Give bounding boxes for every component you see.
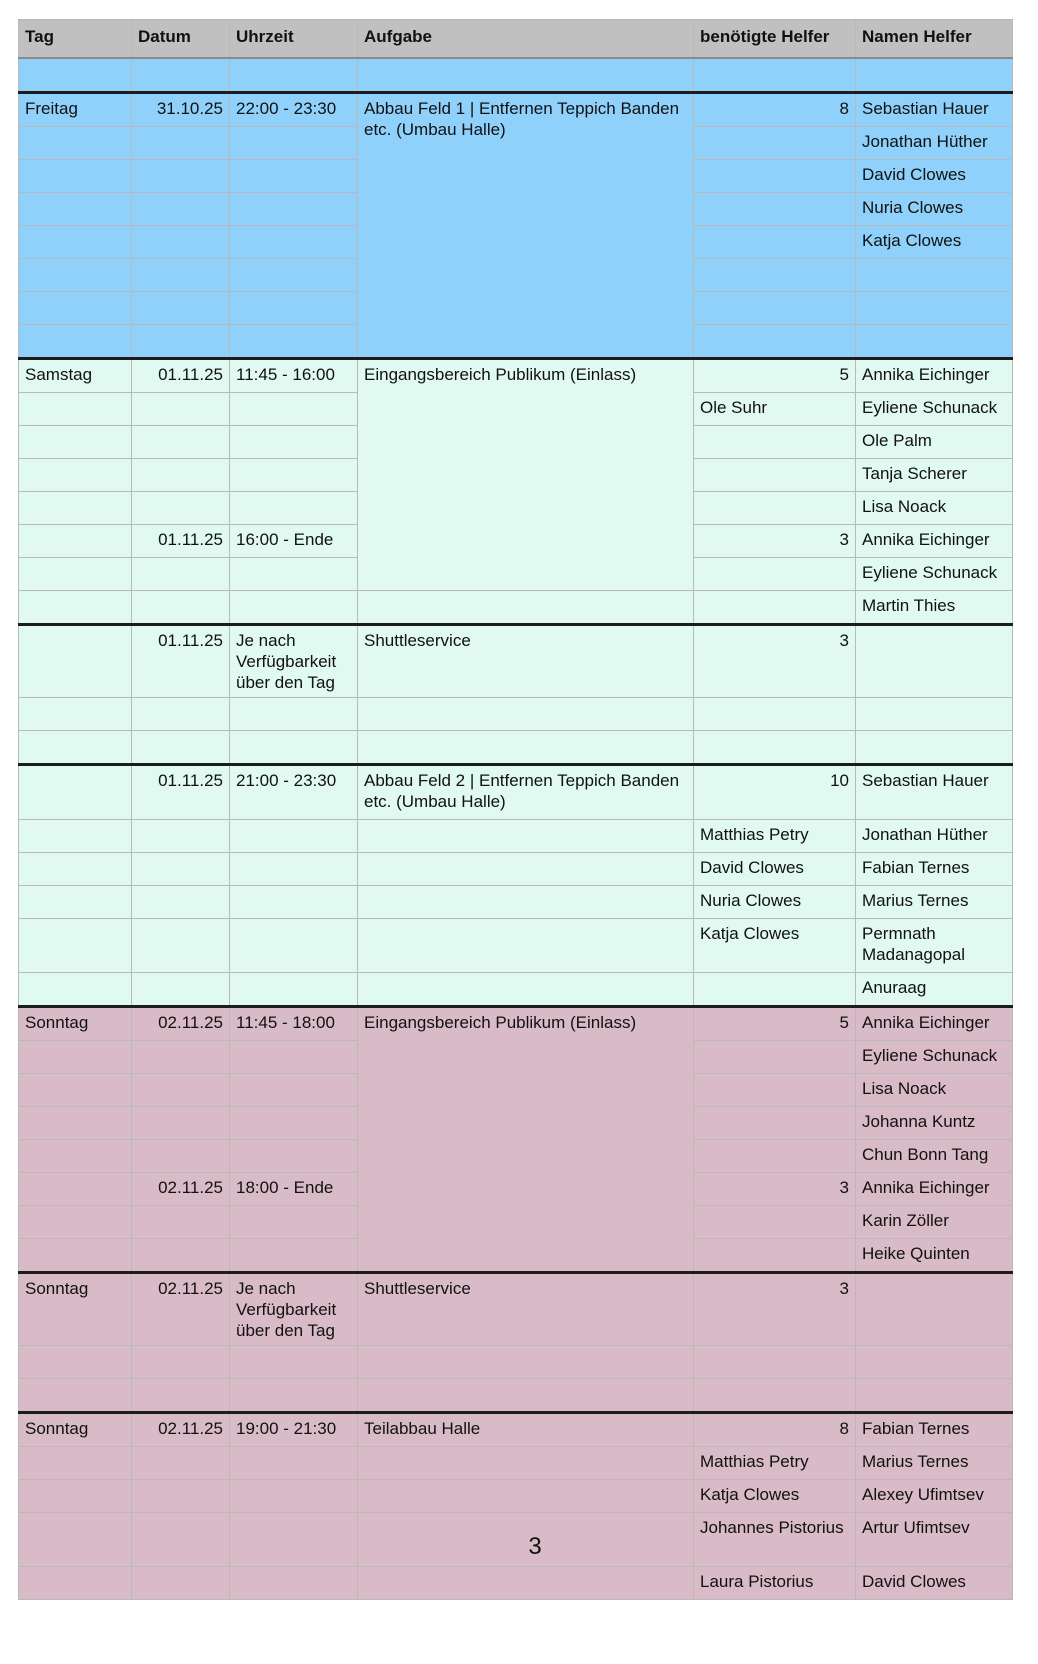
cell[interactable]	[694, 259, 856, 292]
cell[interactable]	[132, 1239, 230, 1273]
cell[interactable]	[358, 1346, 694, 1379]
cell-namen-helfer[interactable]: Artur Ufimtsev	[856, 1513, 1013, 1567]
cell[interactable]	[132, 58, 230, 93]
cell-aufgabe[interactable]: Eingangsbereich Publikum (Einlass)	[358, 1007, 694, 1273]
cell-namen-helfer[interactable]: Jonathan Hüther	[856, 820, 1013, 853]
cell[interactable]	[358, 1379, 694, 1413]
cell[interactable]	[19, 58, 132, 93]
cell[interactable]	[132, 820, 230, 853]
cell[interactable]	[19, 193, 132, 226]
cell[interactable]	[132, 226, 230, 259]
cell[interactable]	[19, 591, 132, 625]
cell[interactable]	[358, 853, 694, 886]
cell[interactable]	[230, 1379, 358, 1413]
cell[interactable]	[19, 853, 132, 886]
cell-tag[interactable]: Sonntag	[19, 1007, 132, 1041]
header-row	[19, 20, 1013, 59]
cell[interactable]	[694, 160, 856, 193]
cell-extra-helper[interactable]: Johannes Pistorius	[694, 1513, 856, 1567]
cell[interactable]	[358, 973, 694, 1007]
table-row	[19, 93, 1013, 127]
cell[interactable]	[19, 492, 132, 525]
cell[interactable]	[694, 292, 856, 325]
cell-namen-helfer[interactable]: Eyliene Schunack	[856, 558, 1013, 591]
cell[interactable]	[694, 226, 856, 259]
cell[interactable]	[132, 1041, 230, 1074]
cell-namen-helfer[interactable]: Sebastian Hauer	[856, 93, 1013, 127]
cell[interactable]	[132, 1206, 230, 1239]
cell[interactable]	[19, 1074, 132, 1107]
cell-namen-helfer[interactable]: Chun Bonn Tang	[856, 1140, 1013, 1173]
cell-namen-helfer[interactable]: Tanja Scherer	[856, 459, 1013, 492]
cell-namen-helfer[interactable]: Anuraag	[856, 973, 1013, 1007]
cell[interactable]	[230, 1074, 358, 1107]
cell[interactable]	[132, 1567, 230, 1600]
cell[interactable]	[230, 1239, 358, 1273]
cell[interactable]	[358, 731, 694, 765]
cell[interactable]	[694, 973, 856, 1007]
cell[interactable]	[132, 591, 230, 625]
cell[interactable]	[19, 525, 132, 558]
cell[interactable]	[132, 558, 230, 591]
cell[interactable]	[19, 1107, 132, 1140]
cell[interactable]	[358, 58, 694, 93]
cell-extra-helper[interactable]: Laura Pistorius	[694, 1567, 856, 1600]
table-row	[19, 698, 1013, 731]
cell-datum[interactable]: 01.11.25	[132, 765, 230, 820]
cell[interactable]	[230, 292, 358, 325]
cell[interactable]	[230, 820, 358, 853]
cell[interactable]	[230, 1447, 358, 1480]
cell-benoetigte-helfer[interactable]: 3	[694, 525, 856, 558]
cell-benoetigte-helfer[interactable]: 10	[694, 765, 856, 820]
cell[interactable]	[694, 1239, 856, 1273]
cell[interactable]	[19, 292, 132, 325]
cell[interactable]	[230, 731, 358, 765]
cell-aufgabe[interactable]: Eingangsbereich Publikum (Einlass)	[358, 359, 694, 591]
cell[interactable]	[230, 492, 358, 525]
cell-namen-helfer[interactable]: Ole Palm	[856, 426, 1013, 459]
cell[interactable]	[230, 1567, 358, 1600]
cell[interactable]	[132, 853, 230, 886]
cell[interactable]	[19, 1379, 132, 1413]
cell[interactable]	[694, 1107, 856, 1140]
cell[interactable]	[19, 919, 132, 973]
cell-uhrzeit[interactable]: 22:00 - 23:30	[230, 93, 358, 127]
header-benoetigte-helfer: benötigte Helfer	[694, 20, 856, 59]
cell-datum[interactable]: 02.11.25	[132, 1007, 230, 1041]
cell[interactable]	[856, 325, 1013, 359]
cell-namen-helfer[interactable]: Lisa Noack	[856, 1074, 1013, 1107]
table-row	[19, 1007, 1013, 1041]
cell[interactable]	[132, 1447, 230, 1480]
cell[interactable]	[19, 1480, 132, 1513]
cell[interactable]	[230, 58, 358, 93]
cell[interactable]	[132, 127, 230, 160]
cell-namen-helfer[interactable]: Annika Eichinger	[856, 1007, 1013, 1041]
cell-namen-helfer[interactable]: Lisa Noack	[856, 492, 1013, 525]
cell[interactable]	[19, 558, 132, 591]
cell[interactable]	[132, 1074, 230, 1107]
cell[interactable]	[132, 919, 230, 973]
cell[interactable]	[694, 591, 856, 625]
cell-namen-helfer[interactable]: Eyliene Schunack	[856, 1041, 1013, 1074]
cell-namen-helfer[interactable]: Katja Clowes	[856, 226, 1013, 259]
cell[interactable]	[230, 591, 358, 625]
cell-aufgabe[interactable]: Shuttleservice	[358, 1273, 694, 1346]
helper-schedule-table	[18, 19, 1013, 1600]
cell-namen-helfer[interactable]	[856, 1273, 1013, 1346]
cell[interactable]	[230, 1480, 358, 1513]
cell[interactable]	[230, 127, 358, 160]
header-tag: Tag	[19, 20, 132, 59]
cell[interactable]	[694, 459, 856, 492]
cell[interactable]	[694, 325, 856, 359]
cell-namen-helfer[interactable]: Permnath Madanagopal	[856, 919, 1013, 973]
cell-benoetigte-helfer[interactable]: 3	[694, 1173, 856, 1206]
cell-namen-helfer[interactable]: Martin Thies	[856, 591, 1013, 625]
table-row	[19, 886, 1013, 919]
cell-namen-helfer[interactable]: Karin Zöller	[856, 1206, 1013, 1239]
cell-namen-helfer[interactable]: Eyliene Schunack	[856, 393, 1013, 426]
cell-namen-helfer[interactable]: Fabian Ternes	[856, 1413, 1013, 1447]
cell[interactable]	[358, 820, 694, 853]
cell[interactable]	[230, 259, 358, 292]
cell[interactable]	[694, 193, 856, 226]
cell-uhrzeit[interactable]: 18:00 - Ende	[230, 1173, 358, 1206]
table-row	[19, 1379, 1013, 1413]
cell[interactable]	[230, 325, 358, 359]
cell-datum[interactable]: 02.11.25	[132, 1173, 230, 1206]
cell[interactable]	[694, 1379, 856, 1413]
table-row	[19, 1480, 1013, 1513]
cell-aufgabe[interactable]: Abbau Feld 2 | Entfernen Teppich Banden etc. (Umbau Halle)	[358, 765, 694, 820]
cell[interactable]	[694, 731, 856, 765]
cell-namen-helfer[interactable]: Marius Ternes	[856, 1447, 1013, 1480]
cell-namen-helfer[interactable]: Annika Eichinger	[856, 1173, 1013, 1206]
cell[interactable]	[230, 226, 358, 259]
cell-namen-helfer[interactable]: Heike Quinten	[856, 1239, 1013, 1273]
cell[interactable]	[856, 259, 1013, 292]
cell[interactable]	[132, 193, 230, 226]
cell[interactable]	[19, 426, 132, 459]
cell[interactable]	[358, 1480, 694, 1513]
table-row	[19, 853, 1013, 886]
cell-benoetigte-helfer[interactable]: 8	[694, 1413, 856, 1447]
table-row	[19, 625, 1013, 698]
cell-uhrzeit[interactable]: 11:45 - 16:00	[230, 359, 358, 393]
cell-namen-helfer[interactable]: Annika Eichinger	[856, 525, 1013, 558]
cell[interactable]	[132, 393, 230, 426]
cell[interactable]	[132, 1480, 230, 1513]
cell[interactable]	[694, 492, 856, 525]
cell-uhrzeit[interactable]: 21:00 - 23:30	[230, 765, 358, 820]
cell[interactable]	[230, 853, 358, 886]
cell-benoetigte-helfer[interactable]: 8	[694, 93, 856, 127]
cell-aufgabe[interactable]: Abbau Feld 1 | Entfernen Teppich Banden etc. (Umbau Halle)	[358, 93, 694, 359]
cell-namen-helfer[interactable]: Alexey Ufimtsev	[856, 1480, 1013, 1513]
table-row	[19, 765, 1013, 820]
cell[interactable]	[230, 1107, 358, 1140]
cell-tag[interactable]	[19, 765, 132, 820]
cell-namen-helfer[interactable]: David Clowes	[856, 160, 1013, 193]
cell[interactable]	[694, 1206, 856, 1239]
cell[interactable]	[19, 127, 132, 160]
cell-extra-helper[interactable]: Matthias Petry	[694, 820, 856, 853]
cell[interactable]	[19, 698, 132, 731]
cell[interactable]	[132, 492, 230, 525]
cell[interactable]	[358, 698, 694, 731]
table-row	[19, 973, 1013, 1007]
cell[interactable]	[358, 919, 694, 973]
cell[interactable]	[132, 459, 230, 492]
cell-extra-helper[interactable]: Matthias Petry	[694, 1447, 856, 1480]
cell-uhrzeit[interactable]: Je nach Verfügbarkeit über den Tag	[230, 625, 358, 698]
cell[interactable]	[694, 1140, 856, 1173]
cell[interactable]	[19, 973, 132, 1007]
cell[interactable]	[19, 325, 132, 359]
cell[interactable]	[230, 973, 358, 1007]
cell[interactable]	[358, 1447, 694, 1480]
cell[interactable]	[19, 1206, 132, 1239]
cell[interactable]	[132, 426, 230, 459]
cell-benoetigte-helfer[interactable]: 3	[694, 625, 856, 698]
cell[interactable]	[694, 1074, 856, 1107]
cell[interactable]	[694, 58, 856, 93]
cell[interactable]	[694, 698, 856, 731]
cell[interactable]	[694, 127, 856, 160]
cell-datum[interactable]: 01.11.25	[132, 625, 230, 698]
cell[interactable]	[230, 1041, 358, 1074]
cell[interactable]	[230, 459, 358, 492]
table-row	[19, 1273, 1013, 1346]
cell-namen-helfer[interactable]: Marius Ternes	[856, 886, 1013, 919]
cell-namen-helfer[interactable]: Annika Eichinger	[856, 359, 1013, 393]
cell[interactable]	[19, 1173, 132, 1206]
cell[interactable]	[19, 731, 132, 765]
cell-tag[interactable]: Sonntag	[19, 1273, 132, 1346]
cell[interactable]	[230, 886, 358, 919]
cell[interactable]	[132, 292, 230, 325]
helper-schedule-sheet	[18, 19, 1012, 1600]
cell-uhrzeit[interactable]: 19:00 - 21:30	[230, 1413, 358, 1447]
cell[interactable]	[132, 259, 230, 292]
cell[interactable]	[19, 459, 132, 492]
cell[interactable]	[19, 886, 132, 919]
table-row	[19, 1447, 1013, 1480]
cell-namen-helfer[interactable]: Sebastian Hauer	[856, 765, 1013, 820]
cell-namen-helfer[interactable]: Fabian Ternes	[856, 853, 1013, 886]
cell[interactable]	[230, 426, 358, 459]
cell-namen-helfer[interactable]: Nuria Clowes	[856, 193, 1013, 226]
cell[interactable]	[856, 698, 1013, 731]
cell-extra-helper[interactable]: Ole Suhr	[694, 393, 856, 426]
cell-namen-helfer[interactable]: David Clowes	[856, 1567, 1013, 1600]
cell-benoetigte-helfer[interactable]: 5	[694, 359, 856, 393]
cell-datum[interactable]: 02.11.25	[132, 1413, 230, 1447]
table-row	[19, 359, 1013, 393]
cell-benoetigte-helfer[interactable]: 3	[694, 1273, 856, 1346]
cell[interactable]	[132, 731, 230, 765]
cell[interactable]	[694, 558, 856, 591]
cell-extra-helper[interactable]: Katja Clowes	[694, 1480, 856, 1513]
cell-datum[interactable]: 01.11.25	[132, 525, 230, 558]
cell[interactable]	[19, 259, 132, 292]
cell[interactable]	[132, 698, 230, 731]
cell[interactable]	[856, 1346, 1013, 1379]
cell-tag[interactable]: Freitag	[19, 93, 132, 127]
cell[interactable]	[132, 1107, 230, 1140]
cell[interactable]	[19, 1447, 132, 1480]
page-number: 3	[528, 1533, 542, 1560]
cell-namen-helfer[interactable]: Jonathan Hüther	[856, 127, 1013, 160]
cell-namen-helfer[interactable]	[856, 625, 1013, 698]
cell-uhrzeit[interactable]: Je nach Verfügbarkeit über den Tag	[230, 1273, 358, 1346]
cell[interactable]	[856, 731, 1013, 765]
cell[interactable]	[19, 1041, 132, 1074]
cell-namen-helfer[interactable]: Johanna Kuntz	[856, 1107, 1013, 1140]
cell[interactable]	[132, 160, 230, 193]
table-row	[19, 731, 1013, 765]
cell[interactable]	[230, 1206, 358, 1239]
cell[interactable]	[19, 820, 132, 853]
table-row	[19, 919, 1013, 973]
cell[interactable]	[694, 1346, 856, 1379]
cell[interactable]	[230, 193, 358, 226]
cell[interactable]	[19, 1140, 132, 1173]
cell[interactable]	[19, 1239, 132, 1273]
cell-datum[interactable]: 02.11.25	[132, 1273, 230, 1346]
header-datum: Datum	[132, 20, 230, 59]
cell-tag[interactable]: Samstag	[19, 359, 132, 393]
cell[interactable]	[132, 1346, 230, 1379]
table-row	[19, 1413, 1013, 1447]
cell[interactable]	[132, 1379, 230, 1413]
cell-aufgabe[interactable]: Teilabbau Halle	[358, 1413, 694, 1447]
cell-tag[interactable]: Sonntag	[19, 1413, 132, 1447]
header-uhrzeit: Uhrzeit	[230, 20, 358, 59]
cell[interactable]	[132, 973, 230, 1007]
cell[interactable]	[132, 886, 230, 919]
cell[interactable]	[230, 1346, 358, 1379]
cell-extra-helper[interactable]: Katja Clowes	[694, 919, 856, 973]
cell[interactable]	[132, 1140, 230, 1173]
cell[interactable]	[230, 558, 358, 591]
cell[interactable]	[230, 1140, 358, 1173]
cell-datum[interactable]: 31.10.25	[132, 93, 230, 127]
cell-extra-helper[interactable]: David Clowes	[694, 853, 856, 886]
cell[interactable]	[358, 1567, 694, 1600]
table-row	[19, 820, 1013, 853]
cell[interactable]	[856, 292, 1013, 325]
cell[interactable]	[358, 591, 694, 625]
cell[interactable]	[19, 393, 132, 426]
cell-aufgabe[interactable]: Shuttleservice	[358, 625, 694, 698]
header-namen-helfer: Namen Helfer	[856, 20, 1013, 59]
table-row	[19, 1346, 1013, 1379]
table-row	[19, 1567, 1013, 1600]
cell[interactable]	[132, 325, 230, 359]
cell-uhrzeit[interactable]: 16:00 - Ende	[230, 525, 358, 558]
cell[interactable]	[230, 160, 358, 193]
cell[interactable]	[230, 393, 358, 426]
cell-extra-helper[interactable]: Nuria Clowes	[694, 886, 856, 919]
cell[interactable]	[856, 58, 1013, 93]
cell[interactable]	[856, 1379, 1013, 1413]
cell[interactable]	[19, 226, 132, 259]
cell[interactable]	[19, 160, 132, 193]
cell[interactable]	[358, 886, 694, 919]
table-row	[19, 591, 1013, 625]
table-row	[19, 58, 1013, 93]
cell-benoetigte-helfer[interactable]: 5	[694, 1007, 856, 1041]
cell-datum[interactable]: 01.11.25	[132, 359, 230, 393]
cell[interactable]	[19, 1346, 132, 1379]
cell[interactable]	[694, 426, 856, 459]
header-aufgabe: Aufgabe	[358, 20, 694, 59]
cell[interactable]	[694, 1041, 856, 1074]
cell-uhrzeit[interactable]: 11:45 - 18:00	[230, 1007, 358, 1041]
cell[interactable]	[19, 1567, 132, 1600]
cell-tag[interactable]	[19, 625, 132, 698]
cell[interactable]	[230, 919, 358, 973]
cell[interactable]	[230, 698, 358, 731]
